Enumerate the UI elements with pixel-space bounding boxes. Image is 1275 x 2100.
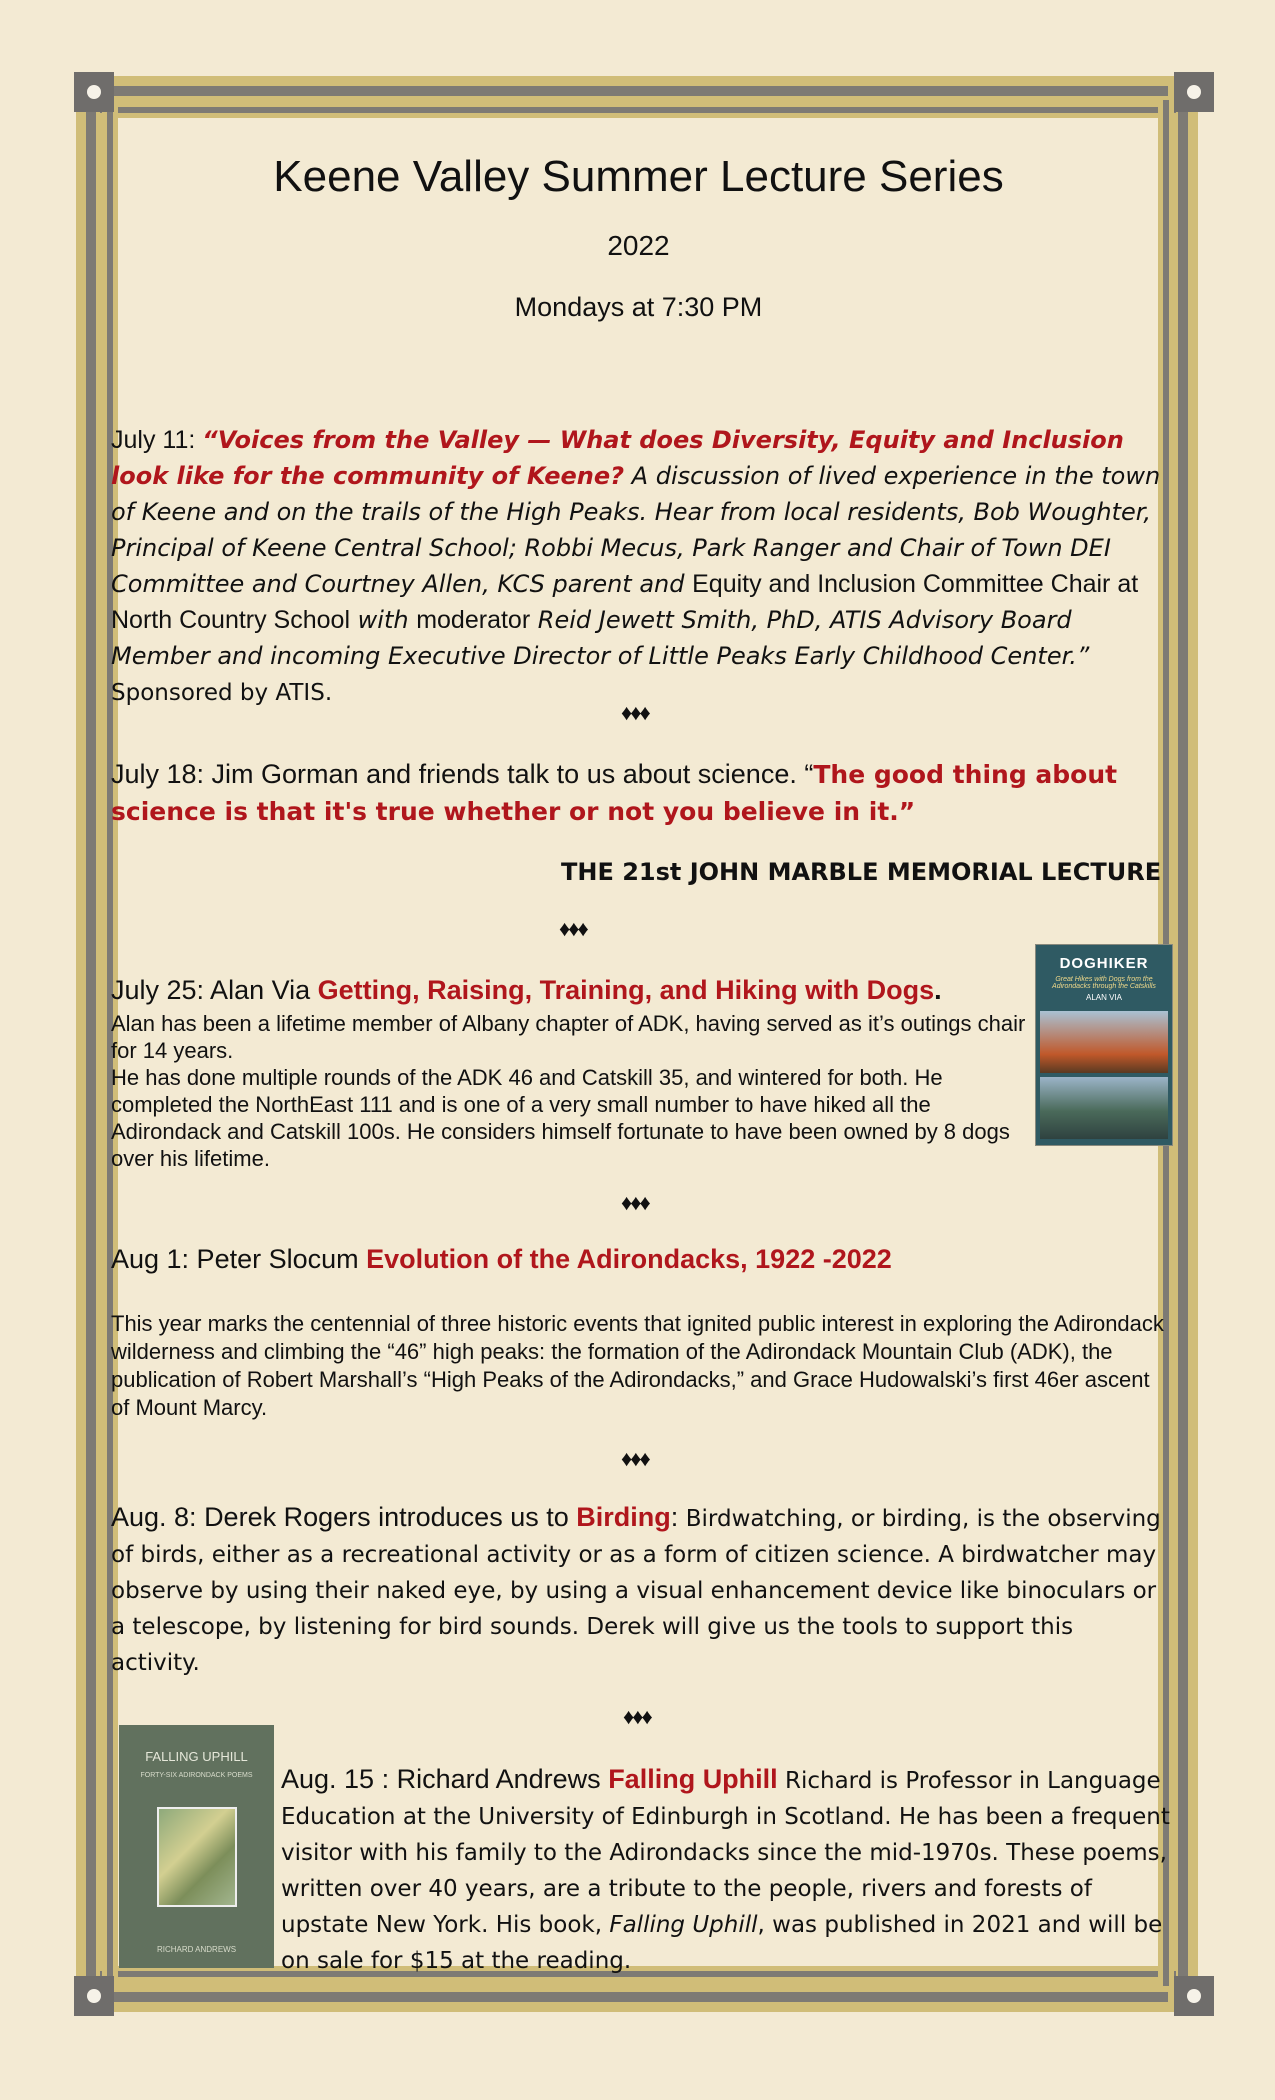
separator: ♦♦♦ [621, 700, 649, 725]
cover-painting [157, 1807, 237, 1907]
falling-uphill-book-cover [119, 1725, 274, 1968]
lecture-title: Birding [576, 1502, 671, 1532]
lecture-description: Birdwatching, or birding, is the observing of birds, either as a recreational activity or as a form of citizen science. A birdwatcher may observe by using their naked eye, by using a visual enhancement device like binoculars or a telescope, by listening for bird sounds. Derek will give us the tools to support this activity. [111, 1506, 1161, 1676]
lecture-title: Getting, Raising, Training, and Hiking with Dogs [317, 975, 935, 1005]
book-title: FALLING UPHILL [145, 1749, 248, 1764]
frame-inner-top [100, 102, 1176, 118]
corner-rivet [1174, 1976, 1214, 2016]
corner-rivet [1174, 72, 1214, 112]
series-year: 2022 [607, 230, 670, 261]
separator: ♦♦♦ [621, 1446, 649, 1471]
corner-rivet [74, 72, 114, 112]
lecture-aug-8: Aug. 8: Derek Rogers introduces us to Birding: Birdwatching, or birding, is the observing of birds, either as a recreational activity or as a form of citizen science. A birdwatcher may observe by using their naked eye, by using a visual enhancement device like binoculars or a telescope, by listening for bird sounds. Derek will give us the tools to support this activity. [111, 1502, 1161, 1676]
separator: ♦♦♦ [621, 1190, 649, 1215]
lecture-july-18 [111, 756, 1166, 830]
lecture-description-2: He has done multiple rounds of the ADK 46 and Catskill 35, and wintered for both. He completed the NorthEast 111 and is one of a very small number to have hiked all the Adirondack and Catskill 100s. He considers himself fortunate to have been owned by 8 dogs over his lifetime. [111, 1065, 1010, 1171]
separator: ♦♦♦ [623, 1704, 651, 1729]
lecture-date: Aug. 15 : Richard Andrews [281, 1764, 609, 1794]
book-subtitle: Great Hikes with Dogs from the Adirondacks through the Catskills [1052, 976, 1156, 990]
lecture-date: Aug. 8: Derek Rogers introduces us to [111, 1502, 577, 1532]
mountain-photo [1040, 1077, 1168, 1139]
lecture-description: This year marks the centennial of three historic events that ignited public interest in exploring the Adirondack wilderness and climbing the “46” high peaks: the formation of the Adirondack Mountain Club (ADK), the publication of Robert Marshall’s “High Peaks of the Adirondacks,” and Grace Hudowalski’s first 46er ascent of Mount Marcy. [111, 1311, 1164, 1420]
flyer-content [111, 140, 1170, 1974]
lecture-description: A discussion of lived experience in the town of Keene and on the trails of the High Peaks. Hear from local residents, Bob Woughter, Principal of Keene Central School; Robbi Mecus, Park Ranger and Chair of Town DEI Committee and Courtney Allen, KCS parent and [111, 462, 1161, 598]
schedule-time: Mondays at 7:30 PM [514, 292, 763, 322]
lecture-description: Richard is Professor in Language Education at the University of Edinburgh in Scotland. He has been a frequent visitor with his family to the Adirondacks since the mid-1970s. These poems, written over 40 years, are a tribute to the people, rivers and forests of upstate New York. His book, [281, 1768, 1170, 1938]
lecture-july-11: July 11: “Voices from the Valley — What does Diversity, Equity and Inclusion look like for the community of Keene? A discussion of lived experience in the town of Keene and on the trails of the High Peaks. Hear from local residents, Bob Woughter, Principal of Keene Central School; Robbi Mecus, Park Ranger and Chair of Town DEI Committee and Courtney Allen, KCS parent and Equity and Inclusion Committee Chair at North Country School with moderator Reid Jewett Smith, PhD, ATIS Advisory Board Member and incoming Executive Director of Little Peaks Early Childhood Center.” Sponsored by ATIS. [111, 426, 1161, 706]
lecture-title: The good thing about science is that it's true whether or not you believe in it.” [111, 760, 1118, 826]
lecture-title: Falling Uphill [608, 1764, 778, 1794]
lecture-title: Evolution of the Adirondacks, 1922 -2022 [366, 1244, 892, 1274]
book-author: RICHARD ANDREWS [156, 1945, 237, 1954]
book-title: DOGHIKER [1059, 955, 1149, 972]
lecture-aug-1 [111, 1244, 1166, 1275]
separator: ♦♦♦ [559, 916, 587, 941]
doghiker-book-cover [1035, 944, 1173, 1146]
corner-rivet [74, 1976, 114, 2016]
lecture-description: Alan has been a lifetime member of Albany chapter of ADK, having served as it’s outings chair for 14 years. [111, 1011, 1026, 1063]
lecture-date: July 18: Jim Gorman and friends talk to us about science. “ [111, 759, 814, 789]
page-title: Keene Valley Summer Lecture Series [273, 152, 1004, 201]
sponsor-note: Sponsored by ATIS. [111, 680, 333, 706]
memorial-lecture-note: THE 21st JOHN MARBLE MEMORIAL LECTURE [561, 858, 1162, 886]
lecture-title: Voices from the Valley — What does Diversity, Equity and Inclusion look like for the community of Keene? [111, 426, 1124, 490]
lecture-july-25: July 25: Alan Via Getting, Raising, Training, and Hiking with Dogs. Alan has been a lifetime member of Albany chapter of ADK, having served as it’s outings chair for 14 years. He has done multiple rounds of the ADK 46 and Catskill 35, and wintered for both. He completed the NorthEast 111 and is one of a very small number to have hiked all the Adirondack and Catskill 100s. He considers himself fortunate to have been owned by 8 dogs over his lifetime. [111, 970, 1031, 1172]
lecture-date: Aug 1: Peter Slocum [111, 1244, 367, 1274]
lecture-date: July 11: [111, 426, 203, 454]
lecture-date: July 25: Alan Via [111, 975, 318, 1005]
hiker-photo [1040, 1011, 1168, 1073]
frame-bottom [78, 1982, 1208, 2012]
lecture-aug-15: Aug. 15 : Richard Andrews Falling Uphill Richard is Professor in Language Education at the University of Edinburgh in Scotland. He has been a frequent visitor with his family to the Adirondacks since the mid-1970s. These poems, written over 40 years, are a tribute to the people, rivers and forests of upstate New York. His book, Falling Uphill, was published in 2021 and will be on sale for $15 at the reading. [281, 1764, 1170, 1974]
book-author: ALAN VIA [1085, 993, 1122, 1002]
book-subtitle: FORTY-SIX ADIRONDACK POEMS [140, 1772, 253, 1779]
